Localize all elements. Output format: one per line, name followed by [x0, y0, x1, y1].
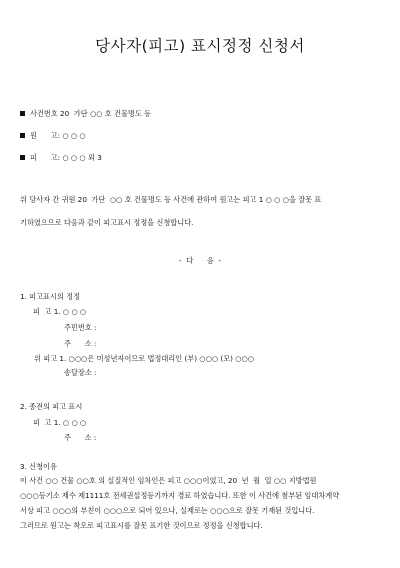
plaintiff-line [20, 131, 86, 140]
bullet-square-icon [20, 111, 25, 116]
section1-defendant-line: 피 고 1. ○ ○ ○ [33, 307, 87, 316]
section1-address: 주 소 : [64, 339, 97, 348]
section3-body-line: 그러므로 원고는 착오로 피고표시를 잘못 표기한 것이므로 정정을 신청합니다. [20, 521, 263, 530]
center-heading: - 다 음 - [179, 256, 221, 265]
section3-body-line: 이 사건 ○○ 건물 ○○호 의 실질적인 임차인은 피고 ○○○이었고, 20 년 월 일 ○○ 지방법원 [20, 476, 317, 485]
bullet-square-icon [20, 155, 25, 160]
section2-defendant-line: 피 고 1. ○ ○ ○ [33, 418, 87, 427]
defendant-line [20, 153, 102, 162]
section1-heading: 1. 피고표시의 정정 [20, 292, 81, 301]
defendant-value: : ○ ○ ○ 외 3 [57, 153, 102, 162]
plaintiff-label: 원 고 [30, 131, 58, 140]
section1-guardian-line: 위 피고 1. ○○○은 미성년자이므로 법정대리인 (부) ○○○ (모) ○○○ [34, 354, 255, 363]
plaintiff-value: : ○ ○ ○ [57, 131, 86, 140]
defendant-label: 피 고 [30, 153, 58, 162]
section2-address: 주 소 : [64, 433, 97, 442]
section2-heading: 2. 종전의 피고 표시 [20, 402, 83, 411]
section3-body-line: ○○○등기소 제수 제1111호 전세권설정등기까지 경료 하였습니다. 또한 이 사건에 첨부된 임대차계약 [20, 491, 340, 500]
section1-service-address: 송달장소 : [64, 368, 97, 377]
document-title: 당사자(피고) 표시정정 신청서 [95, 37, 305, 55]
intro-line: 위 당사자 간 귀원 20 가단 ○○ 호 건물명도 등 사건에 관하여 원고는 피고 1 ○ ○ ○을 잘못 표 [20, 195, 322, 204]
intro-line: 기하였으므로 다음과 같이 피고표시 정정을 신청합니다. [20, 218, 194, 227]
bullet-square-icon [20, 133, 25, 138]
section3-heading: 3. 신청이유 [20, 462, 57, 471]
section1-resident-number: 주민번호 : [64, 323, 97, 332]
case-number-line: 사건번호 20 가단 ○○ 호 건물명도 등 [20, 109, 151, 118]
section3-body-line: 서상 피고 ○○○의 부친이 ○○○으로 되어 있으나, 실제로는 ○○○으로 잘못 기재된 것입니다. [20, 506, 315, 515]
